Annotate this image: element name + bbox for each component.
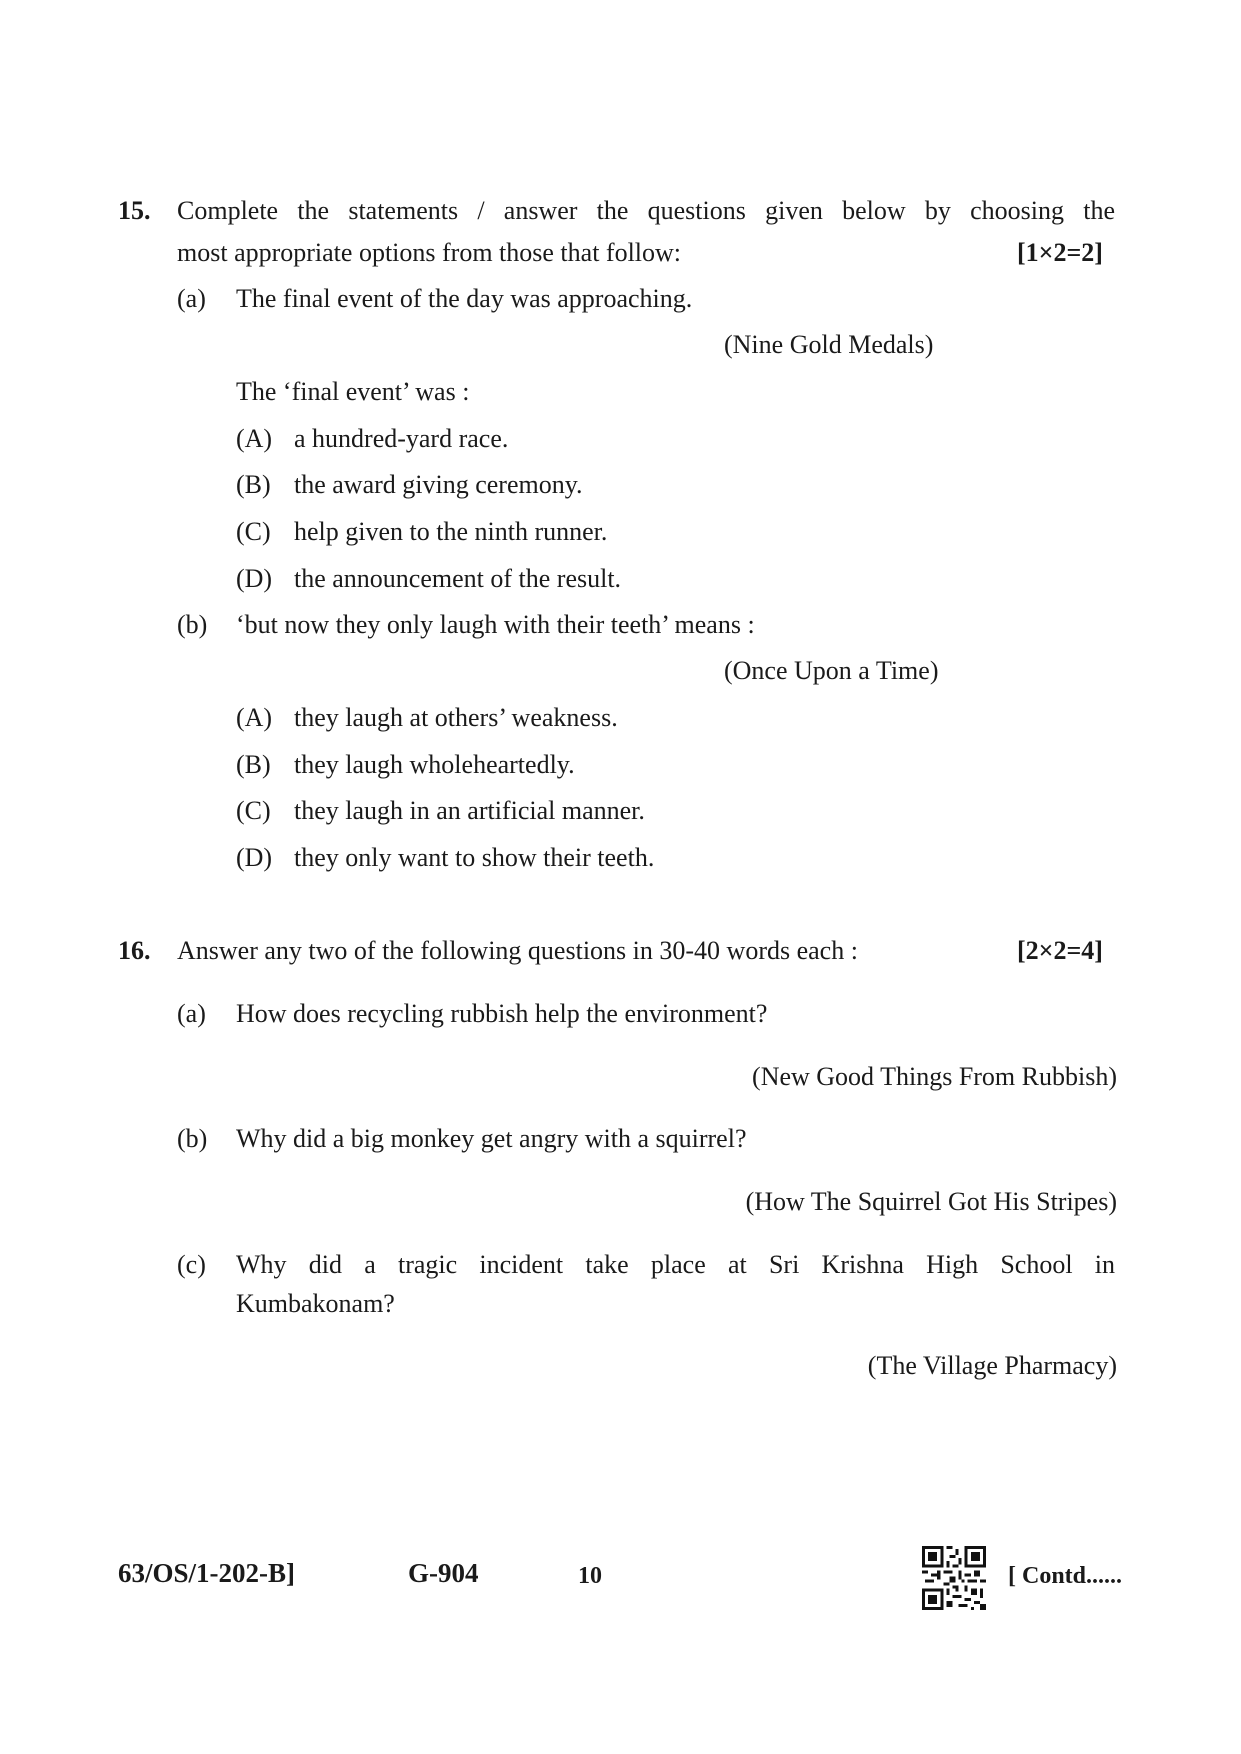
q15a-option-a-label: (A) [236, 424, 273, 453]
q16a-text: How does recycling rubbish help the environment? [236, 999, 768, 1028]
q15b-label: (b) [177, 610, 208, 639]
q15a-text: The final event of the day was approaching. [236, 284, 693, 313]
q15a-option-b-label: (B) [236, 470, 271, 499]
q15a-prompt: The ‘final event’ was : [236, 377, 470, 406]
q15a-option-c-label: (C) [236, 517, 271, 546]
q16b-label: (b) [177, 1124, 208, 1153]
q15-number: 15. [118, 196, 151, 225]
q16b-source: (How The Squirrel Got His Stripes) [745, 1187, 1117, 1216]
q15b-option-c-text: they laugh in an artificial manner. [294, 796, 645, 825]
q16a-label: (a) [177, 999, 206, 1028]
q15a-option-a-text: a hundred-yard race. [294, 424, 509, 453]
q15b-option-c-label: (C) [236, 796, 271, 825]
q15a-label: (a) [177, 284, 206, 313]
q16c-source: (The Village Pharmacy) [867, 1351, 1117, 1380]
q15-marks: [1×2=2] [1017, 238, 1103, 267]
q15a-option-c-text: help given to the ninth runner. [294, 517, 608, 546]
footer-continued: [ Contd...... [1008, 1563, 1123, 1589]
q15a-option-d-label: (D) [236, 564, 273, 593]
q15b-option-a-label: (A) [236, 703, 273, 732]
q15b-option-b-label: (B) [236, 750, 271, 779]
footer-page-number: 10 [578, 1563, 602, 1589]
q16a-source: (New Good Things From Rubbish) [752, 1062, 1117, 1091]
q16c-label: (c) [177, 1250, 206, 1279]
q15a-source: (Nine Gold Medals) [724, 330, 934, 359]
q15a-option-d-text: the announcement of the result. [294, 564, 622, 593]
q16-line1: Answer any two of the following questions in 30-40 words each : [177, 936, 858, 965]
q16c-line1: Why did a tragic incident take place at Sri Krishna High School in [236, 1250, 1115, 1279]
q15b-option-d-text: they only want to show their teeth. [294, 843, 655, 872]
q15-line1: Complete the statements / answer the questions given below by choosing the [177, 196, 1115, 225]
q16-marks: [2×2=4] [1017, 936, 1103, 965]
q15b-option-d-label: (D) [236, 843, 273, 872]
q15b-source: (Once Upon a Time) [724, 656, 939, 685]
footer-paper-code: 63/OS/1-202-B] [118, 1558, 296, 1588]
q15b-option-a-text: they laugh at others’ weakness. [294, 703, 618, 732]
q16b-text: Why did a big monkey get angry with a squirrel? [236, 1124, 747, 1153]
q16-number: 16. [118, 936, 151, 965]
footer-series-code: G-904 [408, 1558, 479, 1588]
q15a-option-b-text: the award giving ceremony. [294, 470, 583, 499]
qr-code-icon [922, 1546, 986, 1610]
q15-line2: most appropriate options from those that follow: [177, 238, 682, 267]
q15b-option-b-text: they laugh wholeheartedly. [294, 750, 575, 779]
q16c-line2: Kumbakonam? [236, 1289, 395, 1318]
q15b-text: ‘but now they only laugh with their teeth’ means : [236, 610, 755, 639]
